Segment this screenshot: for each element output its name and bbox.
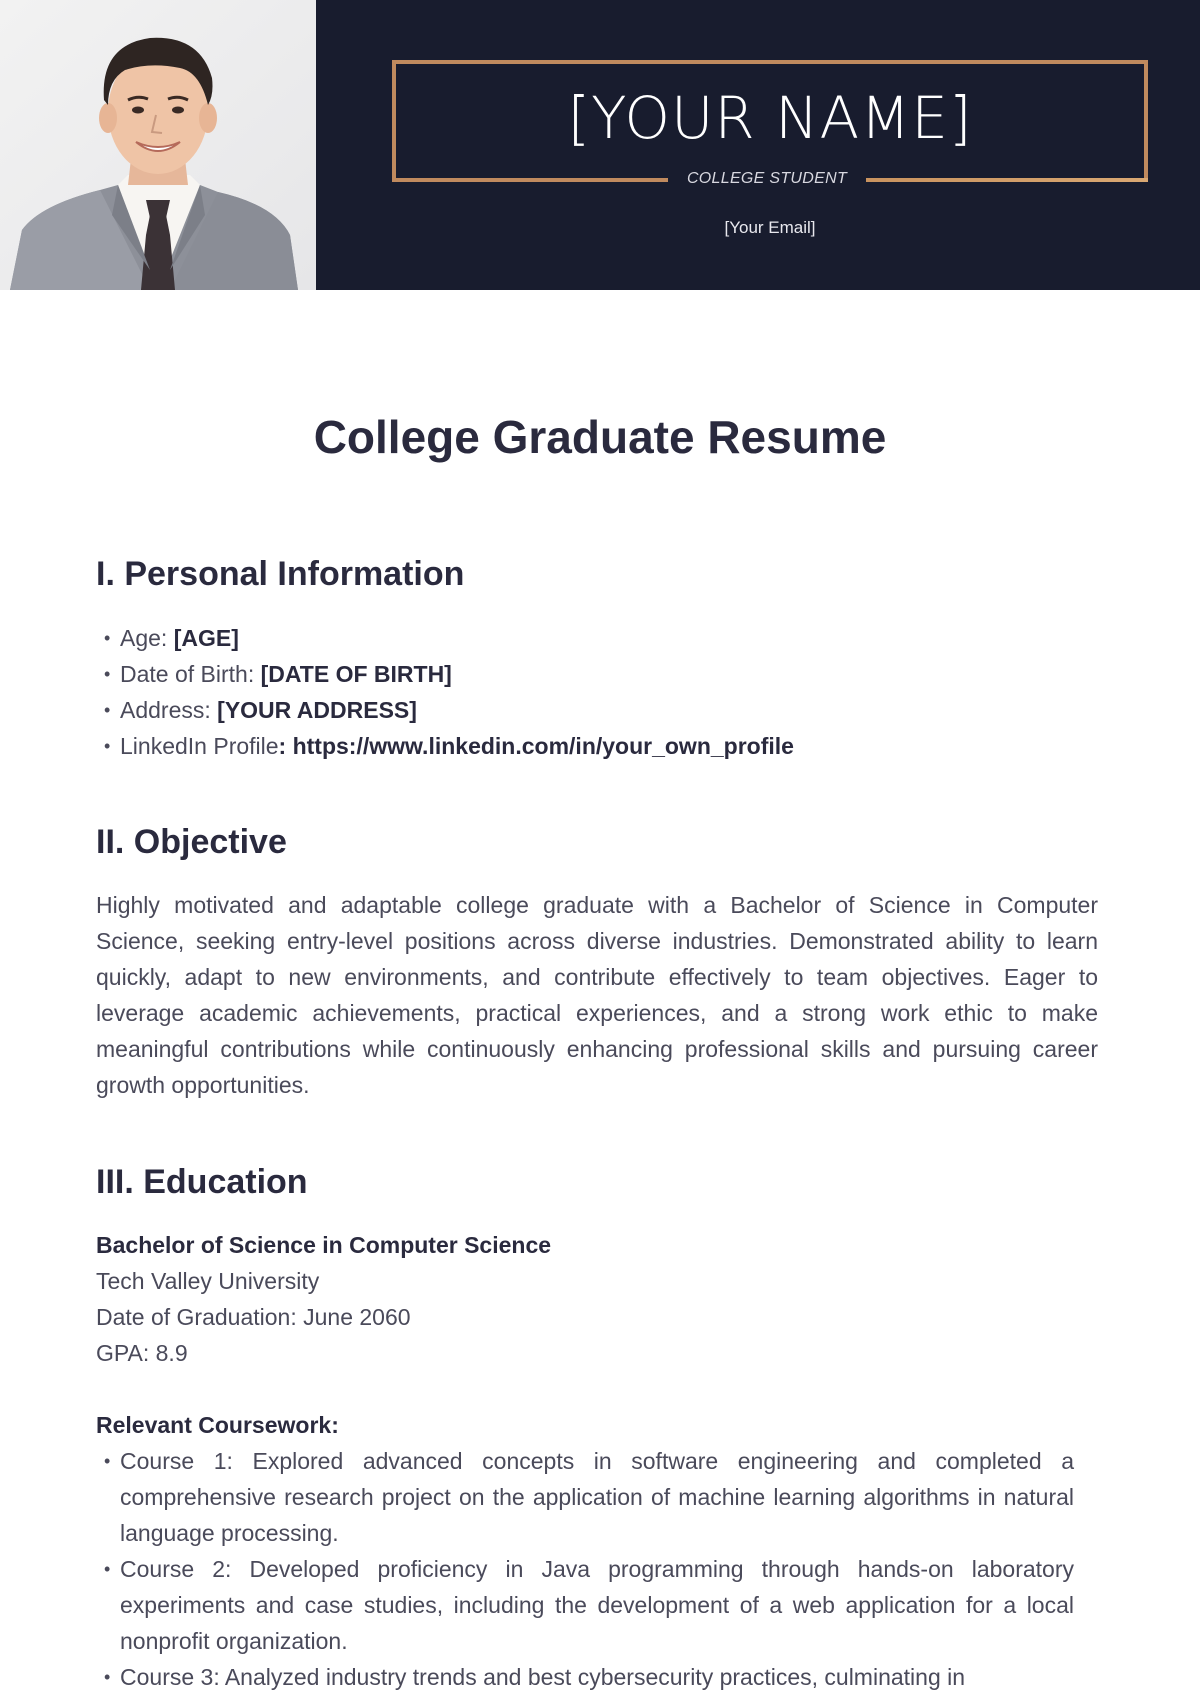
school-name: Tech Valley University: [96, 1268, 320, 1294]
list-item-address: [96, 692, 1096, 728]
education-entry: [96, 1227, 1096, 1371]
candidate-email: [Your Email]: [724, 218, 816, 237]
section-heading-personal-info: I. Personal Information: [96, 555, 465, 593]
list-item-linkedin: [96, 728, 1096, 764]
list-item-age: [96, 620, 1096, 656]
field-label: Address:: [120, 697, 218, 723]
resume-header: [0, 0, 1200, 290]
coursework-heading: Relevant Coursework:: [96, 1412, 339, 1438]
field-value: [DATE OF BIRTH]: [260, 661, 452, 687]
coursework-list: [96, 1443, 1074, 1695]
candidate-name: [YOUR NAME]: [567, 84, 973, 152]
section-heading-objective: II. Objective: [96, 823, 287, 861]
candidate-role: COLLEGE STUDENT: [686, 170, 848, 187]
gpa: GPA: 8.9: [96, 1340, 188, 1366]
linkedin-link[interactable]: : https://www.linkedin.com/in/your_own_profile: [278, 733, 794, 759]
field-label: Date of Birth:: [120, 661, 261, 687]
field-label: LinkedIn Profile: [120, 733, 279, 759]
frame-divider-right: [866, 178, 1148, 182]
personal-info-list: [96, 620, 1096, 764]
header-panel: [316, 0, 1200, 290]
document-title: College Graduate Resume: [313, 411, 887, 463]
profile-photo: [0, 0, 316, 290]
frame-divider-left: [392, 178, 668, 182]
section-heading-education: III. Education: [96, 1163, 308, 1201]
graduation-date: Date of Graduation: June 2060: [96, 1304, 411, 1330]
person-portrait-icon: [0, 0, 316, 290]
objective-paragraph: Highly motivated and adaptable college graduate with a Bachelor of Science in Computer Science, seeking entry-level positions across diverse industries. Demonstrated ability to learn quickly, adapt to new environments, and contribute effectively to team objectives. Eager to leverage academic achievements, practical experiences, and a strong work ethic to make meaningful contributions while continuously enhancing professional skills and pursuing career growth opportunities.: [96, 892, 1098, 1098]
field-value: [YOUR ADDRESS]: [217, 697, 417, 723]
list-item-course: • Course 2: Developed proficiency in Java programming through hands-on laboratory experiments and case studies, including the development of a web application for a local nonprofit organization.: [96, 1551, 1074, 1659]
list-item-course: • Course 3: Analyzed industry trends and best cybersecurity practices, culminating in: [96, 1659, 1074, 1695]
field-label: Age:: [120, 625, 174, 651]
list-item-date-of-birth: [96, 656, 1096, 692]
field-value: [AGE]: [173, 625, 239, 651]
degree-title: Bachelor of Science in Computer Science: [96, 1232, 552, 1258]
list-item-course: • Course 1: Explored advanced concepts in software engineering and completed a comprehensive research project on the application of machine learning algorithms in natural language processing.: [96, 1443, 1074, 1551]
